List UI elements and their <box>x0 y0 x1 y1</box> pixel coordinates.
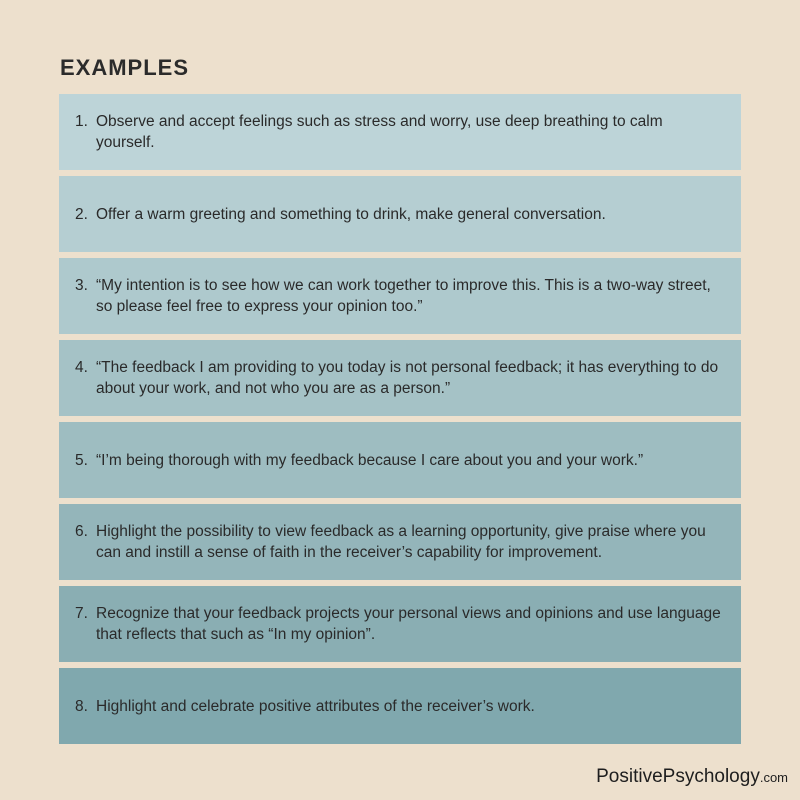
brand-name: PositivePsychology <box>596 766 760 787</box>
item-text: “My intention is to see how we can work together to improve this. This is a two-way street, so please feel free to express your opinion too.” <box>96 277 711 315</box>
brand-logo <box>596 766 788 788</box>
item-text: Recognize that your feedback projects your personal views and opinions and use language that reflects that such as “In my opinion”. <box>96 605 721 643</box>
item-number: 5. <box>75 451 88 469</box>
list-item <box>59 176 741 252</box>
item-number: 2. <box>75 205 88 223</box>
list-item <box>59 504 741 580</box>
page-title: EXAMPLES <box>60 55 190 80</box>
brand-suffix: .com <box>759 770 788 785</box>
item-number: 6. <box>75 523 88 540</box>
item-text: “I’m being thorough with my feedback because I care about you and your work.” <box>96 451 644 469</box>
list-item <box>59 668 741 744</box>
list-item <box>59 258 741 334</box>
list-item <box>59 94 741 170</box>
item-number: 3. <box>75 277 88 294</box>
item-number: 1. <box>75 113 88 130</box>
examples-list <box>59 94 741 750</box>
item-number: 7. <box>75 605 88 622</box>
item-number: 8. <box>75 697 88 715</box>
item-number: 4. <box>75 359 88 376</box>
list-item <box>59 422 741 498</box>
item-text: Highlight and celebrate positive attributes of the receiver’s work. <box>96 697 535 715</box>
list-item <box>59 586 741 662</box>
item-text: Highlight the possibility to view feedback as a learning opportunity, give praise where you can and instill a sense of faith in the receiver’s capability for improvement. <box>96 523 706 561</box>
item-text: Observe and accept feelings such as stress and worry, use deep breathing to calm yourself. <box>96 113 663 151</box>
item-text: Offer a warm greeting and something to drink, make general conversation. <box>96 205 606 223</box>
list-item <box>59 340 741 416</box>
item-text: “The feedback I am providing to you today is not personal feedback; it has everything to do about your work, and not who you are as a person.” <box>96 359 719 397</box>
